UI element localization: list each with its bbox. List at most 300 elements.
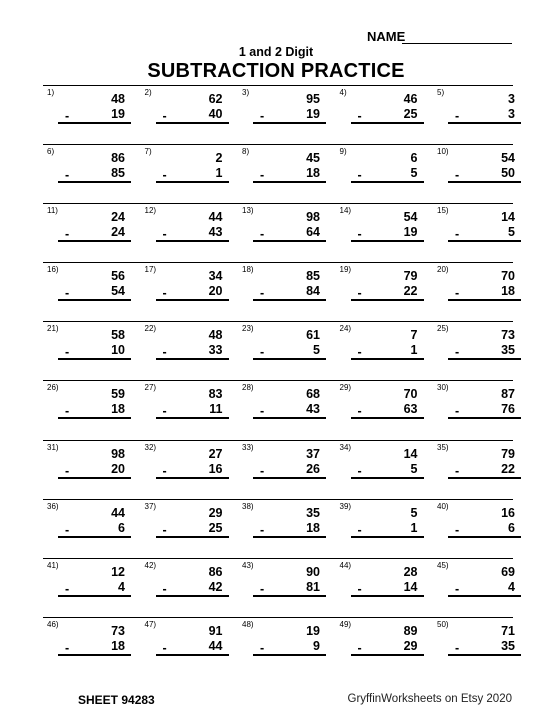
problem bbox=[43, 441, 137, 499]
answer-line[interactable] bbox=[351, 240, 424, 242]
subtrahend: 40 bbox=[208, 107, 223, 121]
problem-number: 25) bbox=[437, 324, 449, 334]
subtrahend: 24 bbox=[111, 225, 125, 240]
worksheet-subtitle: 1 and 2 Digit bbox=[238, 45, 314, 59]
minus-sign: - bbox=[260, 109, 265, 123]
answer-line[interactable] bbox=[448, 477, 521, 479]
minus-sign: - bbox=[455, 109, 460, 123]
answer-line[interactable] bbox=[156, 240, 229, 242]
subtrahend: 26 bbox=[306, 461, 320, 476]
subtrahend: 63 bbox=[403, 402, 418, 417]
minuend: 48 bbox=[111, 92, 125, 106]
minus-sign: - bbox=[357, 227, 362, 242]
subtrahend: 76 bbox=[501, 402, 515, 417]
minus-sign: - bbox=[357, 109, 362, 123]
answer-line[interactable] bbox=[58, 122, 131, 124]
problem-number: 32) bbox=[144, 442, 157, 452]
answer-line[interactable] bbox=[156, 181, 229, 183]
minus-sign: - bbox=[455, 522, 460, 537]
problem-number: 28) bbox=[242, 383, 254, 393]
answer-line[interactable] bbox=[58, 477, 131, 479]
problem-number: 41) bbox=[47, 560, 59, 570]
subtrahend: 5 bbox=[508, 225, 515, 240]
minus-sign: - bbox=[357, 168, 362, 183]
subtrahend: 19 bbox=[403, 225, 418, 240]
minus-sign: - bbox=[260, 345, 265, 360]
problem bbox=[336, 618, 430, 676]
minuend: 68 bbox=[306, 387, 320, 402]
problem bbox=[433, 86, 527, 144]
problem bbox=[141, 618, 235, 676]
minuend: 69 bbox=[501, 564, 515, 579]
problem-number: 6) bbox=[47, 147, 55, 157]
problem-number: 16) bbox=[47, 265, 59, 275]
problem bbox=[433, 263, 527, 321]
minuend: 79 bbox=[501, 446, 515, 461]
problem-number: 36) bbox=[47, 501, 59, 511]
answer-line[interactable] bbox=[58, 654, 131, 656]
problem bbox=[336, 263, 430, 321]
subtrahend: 6 bbox=[508, 520, 515, 535]
problem bbox=[433, 204, 527, 262]
subtrahend: 10 bbox=[111, 343, 125, 358]
subtrahend: 42 bbox=[208, 579, 223, 594]
subtrahend: 64 bbox=[306, 225, 320, 240]
answer-line[interactable] bbox=[58, 417, 131, 419]
problem bbox=[238, 618, 332, 676]
minus-sign: - bbox=[65, 168, 70, 183]
problem-number: 8) bbox=[242, 147, 250, 157]
subtrahend: 18 bbox=[306, 166, 320, 181]
answer-line[interactable] bbox=[253, 595, 326, 597]
problem-number: 45) bbox=[437, 560, 449, 570]
minus-sign: - bbox=[162, 522, 167, 537]
subtrahend: 85 bbox=[111, 166, 125, 181]
problem bbox=[43, 145, 137, 203]
problem-number: 9) bbox=[339, 147, 347, 157]
answer-line[interactable] bbox=[253, 181, 326, 183]
answer-line[interactable] bbox=[253, 358, 326, 360]
problem bbox=[43, 500, 137, 558]
minuend: 98 bbox=[111, 446, 125, 461]
minus-sign: - bbox=[162, 109, 167, 123]
minuend: 83 bbox=[208, 387, 223, 402]
answer-line[interactable] bbox=[448, 181, 521, 183]
subtrahend: 14 bbox=[403, 579, 418, 594]
minuend: 73 bbox=[111, 623, 125, 638]
answer-line[interactable] bbox=[448, 595, 521, 597]
problem-number: 15) bbox=[437, 206, 449, 216]
answer-line[interactable] bbox=[156, 299, 229, 301]
problem-number: 20) bbox=[437, 265, 449, 275]
answer-line[interactable] bbox=[58, 240, 131, 242]
problem-number: 29) bbox=[339, 383, 352, 393]
subtrahend: 18 bbox=[501, 284, 515, 299]
answer-line[interactable] bbox=[58, 595, 131, 597]
problem-number: 22) bbox=[144, 324, 157, 334]
minuend: 14 bbox=[501, 210, 515, 225]
answer-line[interactable] bbox=[351, 477, 424, 479]
answer-line[interactable] bbox=[156, 122, 229, 124]
minuend: 3 bbox=[508, 92, 515, 106]
minuend: 44 bbox=[111, 505, 125, 520]
problem-number: 33) bbox=[242, 442, 254, 452]
problem-row bbox=[43, 499, 513, 558]
minus-sign: - bbox=[65, 640, 70, 655]
subtrahend: 4 bbox=[508, 579, 515, 594]
answer-line[interactable] bbox=[351, 595, 424, 597]
subtrahend: 11 bbox=[209, 402, 223, 417]
answer-line[interactable] bbox=[448, 654, 521, 656]
subtrahend: 35 bbox=[501, 343, 515, 358]
minus-sign: - bbox=[65, 109, 70, 123]
problem-number: 47) bbox=[144, 619, 157, 629]
problem-grid bbox=[43, 85, 513, 676]
problem bbox=[336, 204, 430, 262]
problem bbox=[141, 145, 235, 203]
problem bbox=[43, 559, 137, 617]
problem bbox=[141, 322, 235, 380]
answer-line[interactable] bbox=[448, 417, 521, 419]
answer-line[interactable] bbox=[253, 654, 326, 656]
answer-line[interactable] bbox=[253, 122, 326, 124]
minus-sign: - bbox=[260, 463, 265, 478]
problem bbox=[43, 204, 137, 262]
answer-line[interactable] bbox=[253, 240, 326, 242]
problem-number: 19) bbox=[339, 265, 352, 275]
minuend: 12 bbox=[111, 564, 125, 579]
minuend: 73 bbox=[501, 328, 515, 343]
minus-sign: - bbox=[162, 168, 167, 183]
minus-sign: - bbox=[162, 227, 167, 242]
minuend: 46 bbox=[403, 92, 418, 106]
problem-number: 48) bbox=[242, 619, 254, 629]
problem-number: 17) bbox=[144, 265, 157, 275]
subtrahend: 4 bbox=[118, 579, 125, 594]
answer-line[interactable] bbox=[58, 181, 131, 183]
minuend: 62 bbox=[208, 92, 223, 106]
minuend: 86 bbox=[208, 564, 223, 579]
subtrahend: 1 bbox=[410, 520, 418, 535]
answer-line[interactable] bbox=[156, 595, 229, 597]
credit-text: GryffinWorksheets on Etsy 2020 bbox=[347, 693, 512, 705]
problem-number: 1) bbox=[47, 88, 55, 97]
minuend: 85 bbox=[306, 269, 320, 284]
minus-sign: - bbox=[455, 463, 460, 478]
problem bbox=[43, 86, 137, 144]
answer-line[interactable] bbox=[253, 299, 326, 301]
problem bbox=[433, 145, 527, 203]
minus-sign: - bbox=[455, 581, 460, 596]
minuend: 2 bbox=[215, 151, 223, 166]
minuend: 56 bbox=[111, 269, 125, 284]
problem-number: 34) bbox=[339, 442, 352, 452]
minus-sign: - bbox=[260, 227, 265, 242]
minus-sign: - bbox=[162, 640, 167, 655]
minuend: 98 bbox=[306, 210, 320, 225]
minuend: 14 bbox=[403, 446, 418, 461]
problem-row bbox=[43, 380, 513, 439]
answer-line[interactable] bbox=[351, 299, 424, 301]
problem-row bbox=[43, 85, 513, 144]
minus-sign: - bbox=[65, 581, 70, 596]
answer-line[interactable] bbox=[156, 536, 229, 538]
minuend: 70 bbox=[501, 269, 515, 284]
subtrahend: 81 bbox=[306, 579, 320, 594]
problem-number: 24) bbox=[339, 324, 352, 334]
subtrahend: 19 bbox=[111, 107, 125, 121]
minus-sign: - bbox=[455, 640, 460, 655]
problem bbox=[238, 559, 332, 617]
subtrahend: 16 bbox=[208, 461, 223, 476]
minuend: 59 bbox=[111, 387, 125, 402]
problem bbox=[141, 559, 235, 617]
minuend: 28 bbox=[403, 564, 418, 579]
minuend: 5 bbox=[410, 505, 418, 520]
subtrahend: 43 bbox=[208, 225, 223, 240]
minus-sign: - bbox=[162, 581, 167, 596]
problem-number: 2) bbox=[144, 88, 152, 97]
minuend: 6 bbox=[410, 151, 418, 166]
problem-row bbox=[43, 262, 513, 321]
minuend: 54 bbox=[403, 210, 418, 225]
problem bbox=[238, 500, 332, 558]
minus-sign: - bbox=[260, 168, 265, 183]
problem bbox=[336, 86, 430, 144]
answer-line[interactable] bbox=[156, 654, 229, 656]
problem-row bbox=[43, 440, 513, 499]
answer-line[interactable] bbox=[156, 358, 229, 360]
answer-line[interactable] bbox=[58, 299, 131, 301]
problem bbox=[43, 381, 137, 439]
minus-sign: - bbox=[162, 404, 167, 419]
problem bbox=[238, 86, 332, 144]
subtrahend: 35 bbox=[501, 638, 515, 653]
problem-row bbox=[43, 321, 513, 380]
problem-number: 14) bbox=[339, 206, 352, 216]
answer-line[interactable] bbox=[253, 417, 326, 419]
subtrahend: 25 bbox=[403, 107, 418, 121]
problem bbox=[141, 441, 235, 499]
minuend: 95 bbox=[306, 92, 320, 106]
problem bbox=[433, 381, 527, 439]
subtrahend: 54 bbox=[111, 284, 125, 299]
worksheet-title: SUBTRACTION PRACTICE bbox=[147, 60, 405, 82]
minus-sign: - bbox=[357, 522, 362, 537]
subtrahend: 3 bbox=[508, 107, 515, 121]
problem-number: 44) bbox=[339, 560, 352, 570]
minus-sign: - bbox=[65, 227, 70, 242]
subtrahend: 6 bbox=[118, 520, 125, 535]
answer-line[interactable] bbox=[351, 358, 424, 360]
answer-line[interactable] bbox=[351, 536, 424, 538]
answer-line[interactable] bbox=[156, 417, 229, 419]
subtrahend: 19 bbox=[306, 107, 320, 121]
subtrahend: 18 bbox=[111, 402, 125, 417]
problem bbox=[141, 500, 235, 558]
problem bbox=[433, 618, 527, 676]
problem-number: 31) bbox=[47, 442, 59, 452]
problem bbox=[43, 263, 137, 321]
minus-sign: - bbox=[260, 404, 265, 419]
minus-sign: - bbox=[455, 345, 460, 360]
subtrahend: 18 bbox=[111, 638, 125, 653]
subtrahend: 9 bbox=[313, 638, 320, 653]
minus-sign: - bbox=[162, 286, 167, 301]
problem bbox=[336, 441, 430, 499]
problem-number: 37) bbox=[144, 501, 157, 511]
subtrahend: 1 bbox=[215, 166, 223, 181]
problem bbox=[433, 500, 527, 558]
problem bbox=[238, 145, 332, 203]
subtrahend: 22 bbox=[501, 461, 515, 476]
minus-sign: - bbox=[357, 404, 362, 419]
minus-sign: - bbox=[357, 286, 362, 301]
minus-sign: - bbox=[162, 463, 167, 478]
problem-row bbox=[43, 203, 513, 262]
minus-sign: - bbox=[260, 640, 265, 655]
problem bbox=[238, 441, 332, 499]
problem-row bbox=[43, 558, 513, 617]
minuend: 58 bbox=[111, 328, 125, 343]
minuend: 54 bbox=[501, 151, 515, 166]
problem bbox=[433, 322, 527, 380]
minus-sign: - bbox=[65, 345, 70, 360]
minuend: 19 bbox=[306, 623, 320, 638]
minus-sign: - bbox=[260, 286, 265, 301]
problem-number: 50) bbox=[437, 619, 449, 629]
subtrahend: 43 bbox=[306, 402, 320, 417]
minus-sign: - bbox=[162, 345, 167, 360]
minuend: 45 bbox=[306, 151, 320, 166]
answer-line[interactable] bbox=[156, 477, 229, 479]
problem-number: 46) bbox=[47, 619, 59, 629]
problem bbox=[141, 381, 235, 439]
minuend: 34 bbox=[208, 269, 223, 284]
minus-sign: - bbox=[357, 581, 362, 596]
minus-sign: - bbox=[260, 581, 265, 596]
problem-number: 39) bbox=[339, 501, 352, 511]
minus-sign: - bbox=[260, 522, 265, 537]
answer-line[interactable] bbox=[351, 122, 424, 124]
answer-line[interactable] bbox=[58, 358, 131, 360]
minuend: 44 bbox=[208, 210, 223, 225]
subtrahend: 44 bbox=[208, 638, 223, 653]
problem-number: 43) bbox=[242, 560, 254, 570]
answer-line[interactable] bbox=[448, 358, 521, 360]
problem bbox=[336, 145, 430, 203]
answer-line[interactable] bbox=[253, 477, 326, 479]
minuend: 35 bbox=[306, 505, 320, 520]
problem-number: 49) bbox=[339, 619, 352, 629]
minuend: 91 bbox=[208, 623, 223, 638]
answer-line[interactable] bbox=[351, 654, 424, 656]
name-line bbox=[402, 43, 512, 44]
minuend: 48 bbox=[208, 328, 223, 343]
answer-line[interactable] bbox=[253, 536, 326, 538]
problem bbox=[433, 559, 527, 617]
minus-sign: - bbox=[455, 286, 460, 301]
subtrahend: 5 bbox=[313, 343, 320, 358]
answer-line[interactable] bbox=[448, 536, 521, 538]
problem-number: 30) bbox=[437, 383, 449, 393]
problem bbox=[238, 204, 332, 262]
problem-number: 4) bbox=[339, 88, 347, 97]
subtrahend: 1 bbox=[410, 343, 418, 358]
problem bbox=[336, 500, 430, 558]
subtrahend: 84 bbox=[306, 284, 320, 299]
subtrahend: 5 bbox=[410, 461, 418, 476]
minus-sign: - bbox=[65, 286, 70, 301]
minuend: 89 bbox=[403, 623, 418, 638]
minus-sign: - bbox=[357, 345, 362, 360]
problem bbox=[433, 441, 527, 499]
answer-line[interactable] bbox=[448, 122, 521, 124]
problem-row bbox=[43, 144, 513, 203]
minuend: 79 bbox=[403, 269, 418, 284]
minus-sign: - bbox=[455, 404, 460, 419]
subtrahend: 20 bbox=[111, 461, 125, 476]
minuend: 90 bbox=[306, 564, 320, 579]
minuend: 86 bbox=[111, 151, 125, 166]
minus-sign: - bbox=[455, 227, 460, 242]
subtrahend: 18 bbox=[306, 520, 320, 535]
minuend: 29 bbox=[208, 505, 223, 520]
problem-number: 21) bbox=[47, 324, 59, 334]
problem-number: 26) bbox=[47, 383, 59, 393]
minuend: 87 bbox=[501, 387, 515, 402]
subtrahend: 29 bbox=[403, 638, 418, 653]
problem bbox=[336, 322, 430, 380]
problem bbox=[238, 322, 332, 380]
answer-line[interactable] bbox=[351, 417, 424, 419]
problem-number: 42) bbox=[144, 560, 157, 570]
problem-number: 23) bbox=[242, 324, 254, 334]
minus-sign: - bbox=[65, 404, 70, 419]
minus-sign: - bbox=[65, 522, 70, 537]
minus-sign: - bbox=[357, 463, 362, 478]
answer-line[interactable] bbox=[448, 299, 521, 301]
problem-number: 5) bbox=[437, 88, 445, 97]
problem-number: 10) bbox=[437, 147, 449, 157]
problem-number: 18) bbox=[242, 265, 254, 275]
problem-number: 13) bbox=[242, 206, 254, 216]
minuend: 61 bbox=[306, 328, 320, 343]
minus-sign: - bbox=[357, 640, 362, 655]
problem-number: 12) bbox=[144, 206, 157, 216]
problem bbox=[43, 322, 137, 380]
subtrahend: 25 bbox=[208, 520, 223, 535]
answer-line[interactable] bbox=[448, 240, 521, 242]
problem bbox=[238, 381, 332, 439]
problem-number: 7) bbox=[144, 147, 152, 157]
sheet-id: SHEET 94283 bbox=[78, 693, 155, 707]
problem bbox=[336, 559, 430, 617]
minuend: 37 bbox=[306, 446, 320, 461]
subtrahend: 22 bbox=[403, 284, 418, 299]
problem-row bbox=[43, 617, 513, 676]
minuend: 71 bbox=[501, 623, 515, 638]
minuend: 70 bbox=[403, 387, 418, 402]
problem-number: 35) bbox=[437, 442, 449, 452]
subtrahend: 50 bbox=[501, 166, 515, 181]
problem-number: 3) bbox=[242, 88, 250, 97]
answer-line[interactable] bbox=[351, 181, 424, 183]
problem bbox=[141, 263, 235, 321]
answer-line[interactable] bbox=[58, 536, 131, 538]
minuend: 7 bbox=[410, 328, 418, 343]
problem-number: 11) bbox=[47, 206, 58, 216]
